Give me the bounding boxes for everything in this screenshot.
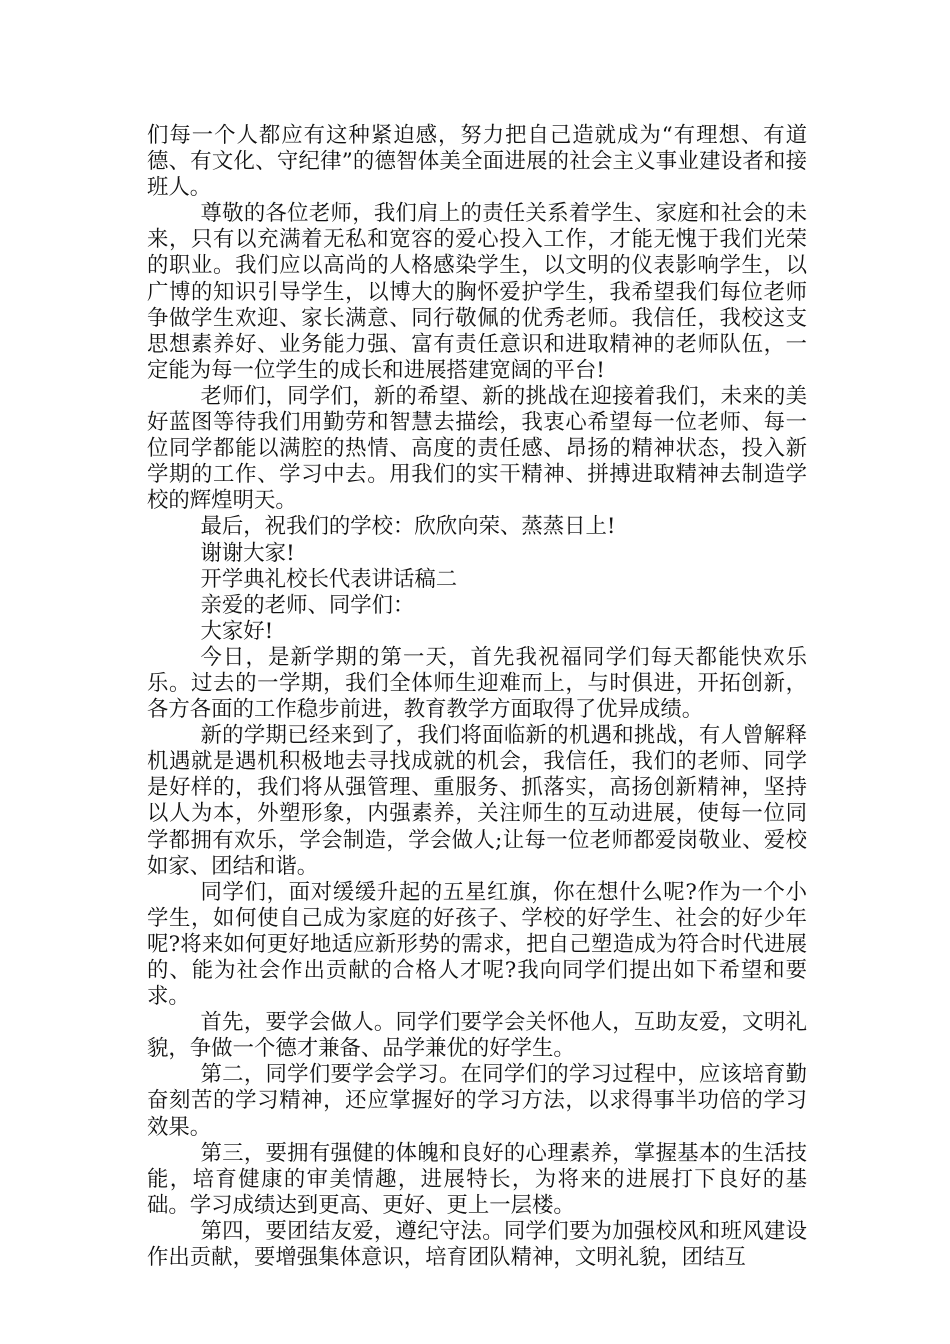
paragraph-new-term: 新的学期已经来到了，我们将面临新的机遇和挑战，有人曾解释机遇就是遇机积极地去寻找成就的机会，我信任，我们的老师、同学是好样的，我们将从强管理、重服务、抓落实，高扬创新精神，坚持以人为本，外塑形象，内强素养，关注师生的互动进展，使每一位同学都拥有欢乐，学会制造，学会做人;让每一位老师都爱岗敬业、爱校如家、团结和谐。 xyxy=(147,723,807,879)
paragraph-first-point: 首先，要学会做人。同学们要学会关怀他人，互助友爱，文明礼貌，争做一个德才兼备、品学兼优的好学生。 xyxy=(147,1010,807,1062)
document-body xyxy=(147,123,807,1271)
greeting: 大家好! xyxy=(200,618,274,644)
section-title: 开学典礼校长代表讲话稿二 xyxy=(200,566,458,592)
paragraph-fourth-point: 第四，要团结友爱，遵纪守法。同学们要为加强校风和班风建设作出贡献，要增强集体意识，培育团队精神，文明礼貌，团结互 xyxy=(147,1218,807,1271)
paragraph-thanks: 谢谢大家! xyxy=(200,540,295,566)
paragraph-hope: 老师们，同学们，新的希望、新的挑战在迎接着我们，未来的美好蓝图等待我们用勤劳和智慧去描绘，我衷心希望每一位老师、每一位同学都能以满腔的热情、高度的责任感、昂扬的精神状态，投入新学期的工作、学习中去。用我们的实干精神、拼搏进取精神去制造学校的辉煌明天。 xyxy=(147,383,807,514)
paragraph-third-point: 第三，要拥有强健的体魄和良好的心理素养，掌握基本的生活技能，培育健康的审美情趣，进展特长，为将来的进展打下良好的基础。学习成绩达到更高、更好、更上一层楼。 xyxy=(147,1140,807,1218)
paragraph-flag: 同学们，面对缓缓升起的五星红旗，你在想什么呢?作为一个小学生，如何使自己成为家庭的好孩子、学校的好学生、社会的好少年呢?将来如何更好地适应新形势的需求，把自己塑造成为符合时代进展的、能为社会作出贡献的合格人才呢?我向同学们提出如下希望和要求。 xyxy=(147,879,807,1010)
paragraph-closing-wish: 最后，祝我们的学校：欣欣向荣、蒸蒸日上! xyxy=(200,514,616,540)
salutation: 亲爱的老师、同学们： xyxy=(200,592,415,618)
paragraph-second-point: 第二，同学们要学会学习。在同学们的学习过程中，应该培育勤奋刻苦的学习精神，还应掌握好的学习方法，以求得事半功倍的学习效果。 xyxy=(147,1062,807,1140)
paragraph-first-day: 今日，是新学期的第一天，首先我祝福同学们每天都能快欢乐乐。过去的一学期，我们全体师生迎难而上，与时俱进，开拓创新，各方各面的工作稳步前进，教育教学方面取得了优异成绩。 xyxy=(147,644,807,723)
paragraph-continuation: 们每一个人都应有这种紧迫感，努力把自己造就成为“有理想、有道德、有文化、守纪律”的德智体美全面进展的社会主义事业建设者和接班人。 xyxy=(147,123,807,201)
paragraph-teachers: 尊敬的各位老师，我们肩上的责任关系着学生、家庭和社会的未来，只有以充满着无私和宽容的爱心投入工作，才能无愧于我们光荣的职业。我们应以高尚的人格感染学生，以文明的仪表影响学生，以广博的知识引导学生，以博大的胸怀爱护学生，我希望我们每位老师争做学生欢迎、家长满意、同行敬佩的优秀老师。我信任，我校这支思想素养好、业务能力强、富有责任意识和进取精神的老师队伍，一定能为每一位学生的成长和进展搭建宽阔的平台! xyxy=(147,201,807,383)
